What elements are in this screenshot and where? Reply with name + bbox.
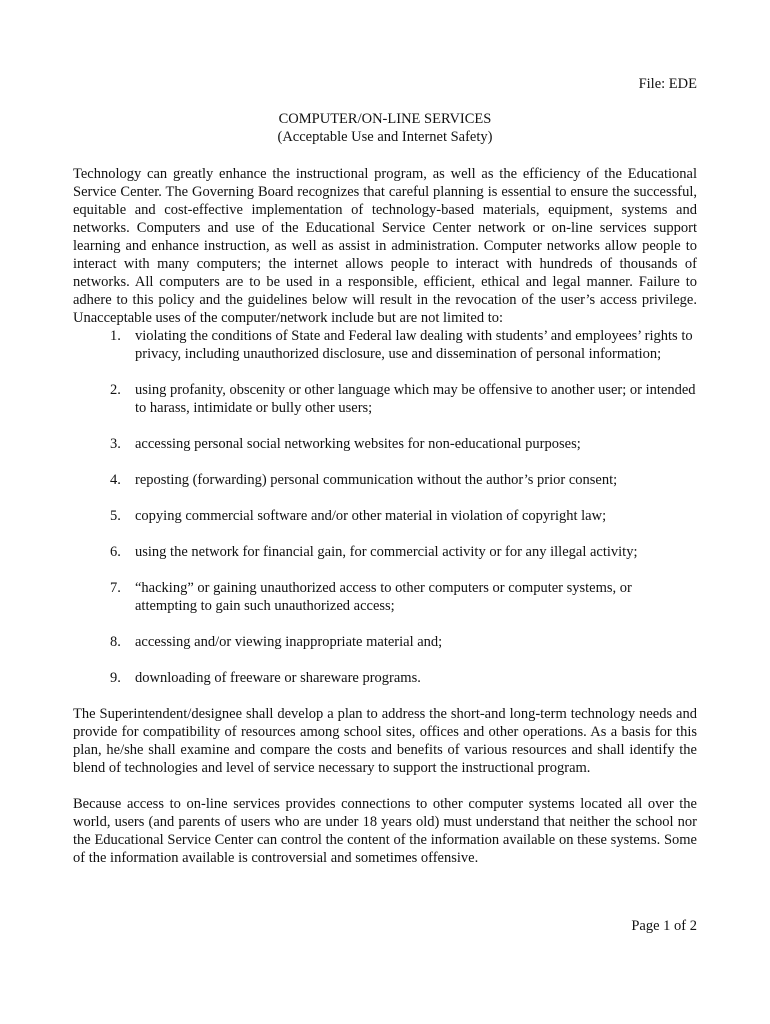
list-item-text: violating the conditions of State and Federal law dealing with students’ and employees’ rights to privacy, including unauthorized disclosure, use and dissemination of personal information;	[135, 328, 693, 362]
title-block	[0, 110, 770, 146]
document-subtitle: (Acceptable Use and Internet Safety)	[277, 129, 493, 145]
document-body	[73, 165, 697, 867]
list-item	[110, 633, 697, 651]
list-item-number: 1.	[110, 328, 121, 344]
list-item-text: “hacking” or gaining unauthorized access to other computers or computer systems, or attempting to gain such unauthorized access;	[135, 580, 632, 614]
list-item	[110, 507, 697, 525]
list-item	[110, 327, 697, 363]
list-item	[110, 381, 697, 417]
list-item-text: accessing and/or viewing inappropriate material and;	[135, 634, 443, 650]
list-item	[110, 669, 697, 687]
list-item-number: 5.	[110, 508, 121, 524]
list-item	[110, 579, 697, 615]
list-item-number: 7.	[110, 580, 121, 596]
unacceptable-uses-list	[73, 327, 697, 687]
list-item-number: 2.	[110, 382, 121, 398]
list-item-number: 4.	[110, 472, 121, 488]
online-access-paragraph: Because access to on-line services provides connections to other computer systems located all over the world, users (and parents of users who are under 18 years old) must understand that neither the school nor the Educational Service Center can control the content of the information available on these systems. Some of the information available is controversial and sometimes offensive.	[73, 796, 697, 866]
list-item-number: 3.	[110, 436, 121, 452]
document-title: COMPUTER/ON-LINE SERVICES	[278, 111, 492, 127]
list-item-text: downloading of freeware or shareware programs.	[135, 670, 421, 686]
list-item-text: accessing personal social networking websites for non-educational purposes;	[135, 436, 581, 452]
file-label: File: EDE	[638, 76, 697, 92]
list-item-number: 8.	[110, 634, 121, 650]
list-item-number: 6.	[110, 544, 121, 560]
list-item	[110, 471, 697, 489]
list-item-text: using profanity, obscenity or other language which may be offensive to another user; or intended to harass, intimidate or bully other users;	[135, 382, 696, 416]
list-item-number: 9.	[110, 670, 121, 686]
list-item	[110, 435, 697, 453]
list-item-text: copying commercial software and/or other material in violation of copyright law;	[135, 508, 607, 524]
list-item-text: reposting (forwarding) personal communication without the author’s prior consent;	[135, 472, 618, 488]
list-item	[110, 543, 697, 561]
planning-paragraph: The Superintendent/designee shall develop a plan to address the short-and long-term technology needs and provide for compatibility of resources among school sites, offices and other operations. As a basis for this plan, he/she shall examine and compare the costs and benefits of various resources and shall identify the blend of technologies and level of service necessary to support the instructional program.	[73, 706, 697, 776]
list-item-text: using the network for financial gain, for commercial activity or for any illegal activity;	[135, 544, 638, 560]
intro-paragraph: Technology can greatly enhance the instructional program, as well as the efficiency of the Educational Service Center. The Governing Board recognizes that careful planning is essential to ensure the successful, equitable and cost-effective implementation of technology-based materials, equipment, systems and networks. Computers and use of the Educational Service Center network or on-line services support learning and enhance instruction, as well as assist in administration. Computer networks allow people to interact with many computers; the internet allows people to interact with hundreds of thousands of networks. All computers are to be used in a responsible, efficient, ethical and legal manner. Failure to adhere to this policy and the guidelines below will result in the revocation of the user’s access privilege. Unacceptable uses of the computer/network include but are not limited to:	[73, 166, 697, 326]
page-number: Page 1 of 2	[631, 918, 697, 934]
